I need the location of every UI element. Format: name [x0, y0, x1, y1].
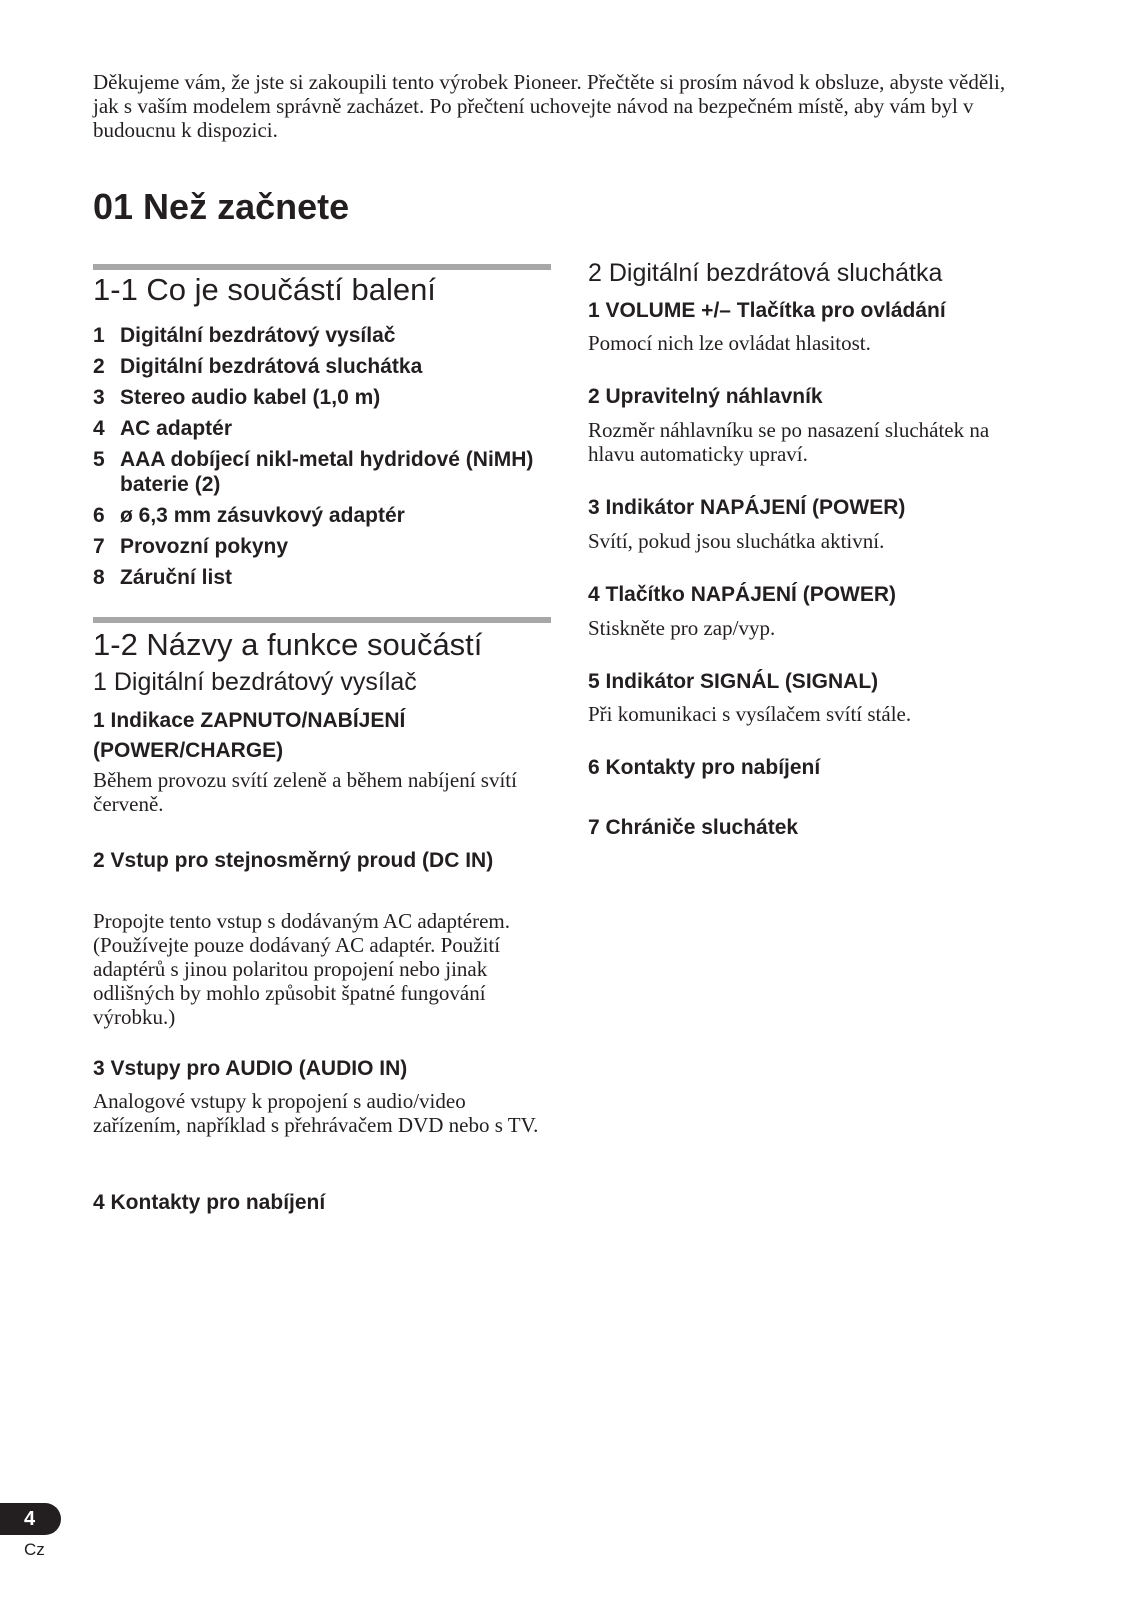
- part-title: 2 Vstup pro stejnosměrný proud (DC IN): [93, 849, 494, 872]
- part-title: 5 Indikátor SIGNÁL (SIGNAL): [588, 670, 879, 693]
- section-divider: [93, 264, 551, 270]
- chapter-title: 01 Než začnete: [93, 186, 350, 227]
- list-item: 4 AC adaptér: [93, 417, 233, 440]
- part-description: Stiskněte pro zap/vyp.: [588, 616, 776, 640]
- part-title: 7 Chrániče sluchátek: [588, 816, 799, 839]
- part-description: Při komunikaci s vysílačem svítí stále.: [588, 702, 912, 726]
- subsection-title-transmitter: 1 Digitální bezdrátový vysílač: [93, 668, 417, 696]
- list-item: 6 ø 6,3 mm zásuvkový adaptér: [93, 504, 405, 527]
- intro-paragraph: Děkujeme vám, že jste si zakoupili tento výrobek Pioneer. Přečtěte si prosím návod k obsluze, abyste věděli, jak s vaším modelem správně zacházet. Po přečtení uchovejte návod na bezpečném místě, aby vám byl v budoucnu k dispozici.: [93, 70, 1006, 142]
- language-code: Cz: [24, 1540, 45, 1559]
- page-number: 4: [0, 1503, 61, 1535]
- part-description: Propojte tento vstup s dodávaným AC adaptérem. (Používejte pouze dodávaný AC adaptér. Použití adaptérů s jinou polaritou propojení nebo jinak odlišných by mohlo způsobit špatné fungování výrobku.): [93, 909, 511, 1029]
- list-item: 1 Digitální bezdrátový vysílač: [93, 324, 396, 347]
- part-title: 1 VOLUME +/– Tlačítka pro ovládání: [588, 299, 946, 322]
- section-title-parts: 1-2 Názvy a funkce součástí: [93, 627, 483, 662]
- part-title: 3 Indikátor NAPÁJENÍ (POWER): [588, 496, 906, 519]
- list-item: 2 Digitální bezdrátová sluchátka: [93, 355, 423, 378]
- part-title: 3 Vstupy pro AUDIO (AUDIO IN): [93, 1057, 408, 1080]
- section-divider: [93, 617, 551, 623]
- subsection-title-headphones: 2 Digitální bezdrátová sluchátka: [588, 259, 943, 287]
- part-description: Analogové vstupy k propojení s audio/video zařízením, například s přehrávačem DVD nebo s TV.: [93, 1089, 539, 1137]
- section-title-contents: 1-1 Co je součástí balení: [93, 272, 436, 307]
- list-item: 8 Záruční list: [93, 566, 233, 589]
- part-description: Rozměr náhlavníku se po nasazení sluchátek na hlavu automaticky upraví.: [588, 418, 990, 466]
- list-item: 7 Provozní pokyny: [93, 535, 289, 558]
- list-item: 5 AAA dobíjecí nikl-metal hydridové (NiMH) baterie (2): [93, 448, 534, 496]
- part-description: Svítí, pokud jsou sluchátka aktivní.: [588, 529, 885, 553]
- part-description: Pomocí nich lze ovládat hlasitost.: [588, 331, 871, 355]
- part-title: 2 Upravitelný náhlavník: [588, 385, 823, 408]
- part-title: 6 Kontakty pro nabíjení: [588, 756, 821, 779]
- list-item: 3 Stereo audio kabel (1,0 m): [93, 386, 381, 409]
- part-description: Během provozu svítí zeleně a během nabíjení svítí červeně.: [93, 768, 517, 816]
- part-title: 4 Tlačítko NAPÁJENÍ (POWER): [588, 583, 897, 606]
- part-title: 4 Kontakty pro nabíjení: [93, 1191, 326, 1214]
- part-title: 1 Indikace ZAPNUTO/NABÍJENÍ (POWER/CHARGE): [93, 709, 406, 762]
- package-contents-list: [93, 323, 551, 596]
